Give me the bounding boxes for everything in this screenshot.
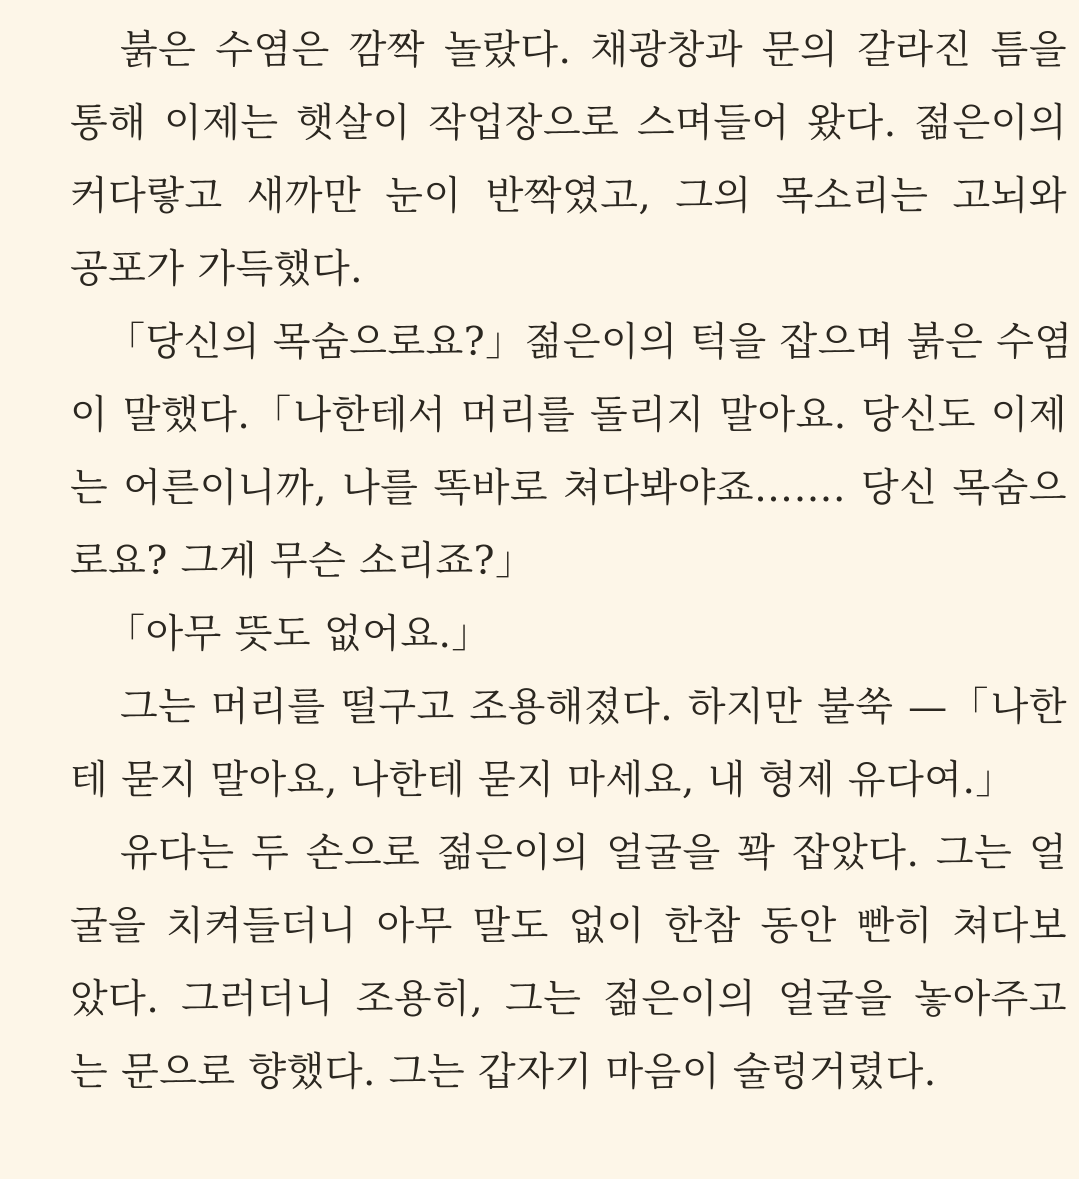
paragraph-1	[70, 14, 1067, 306]
text-line: 그는 머리를 떨구고 조용해졌다. 하지만 불쑥 —「나한	[120, 685, 1067, 730]
text-line: 는 어른이니까, 나를 똑바로 쳐다봐야죠……. 당신 목숨으	[70, 466, 1067, 511]
paragraph-3	[70, 598, 1067, 671]
text-line: 굴을 치켜들더니 아무 말도 없이 한참 동안 빤히 쳐다보	[70, 904, 1067, 949]
paragraph-5	[70, 817, 1067, 1109]
text-line: 붉은 수염은 깜짝 놀랐다. 채광창과 문의 갈라진 틈을	[120, 28, 1067, 73]
text-line: 테 묻지 말아요, 나한테 묻지 마세요, 내 형제 유다여.」	[70, 758, 1015, 803]
paragraph-2	[70, 306, 1073, 598]
text-line: 았다. 그러더니 조용히, 그는 젊은이의 얼굴을 놓아주고	[70, 977, 1067, 1022]
text-line: 로요? 그게 무슨 소리죠?」	[70, 539, 535, 584]
text-line: 통해 이제는 햇살이 작업장으로 스며들어 왔다. 젊은이의	[70, 101, 1067, 146]
text-line: 「당신의 목숨으로요?」젊은이의 턱을 잡으며 붉은 수염	[106, 320, 1073, 365]
text-line: 이 말했다.「나한테서 머리를 돌리지 말아요. 당신도 이제	[70, 393, 1067, 438]
text-line: 유다는 두 손으로 젊은이의 얼굴을 꽉 잡았다. 그는 얼	[120, 831, 1067, 876]
text-line: 공포가 가득했다.	[70, 247, 364, 292]
paragraph-4	[70, 671, 1067, 817]
text-line: 커다랗고 새까만 눈이 반짝였고, 그의 목소리는 고뇌와	[70, 174, 1067, 219]
text-line: 「아무 뜻도 없어요.」	[106, 612, 491, 657]
text-line: 는 문으로 향했다. 그는 갑자기 마음이 술렁거렸다.	[70, 1050, 937, 1095]
